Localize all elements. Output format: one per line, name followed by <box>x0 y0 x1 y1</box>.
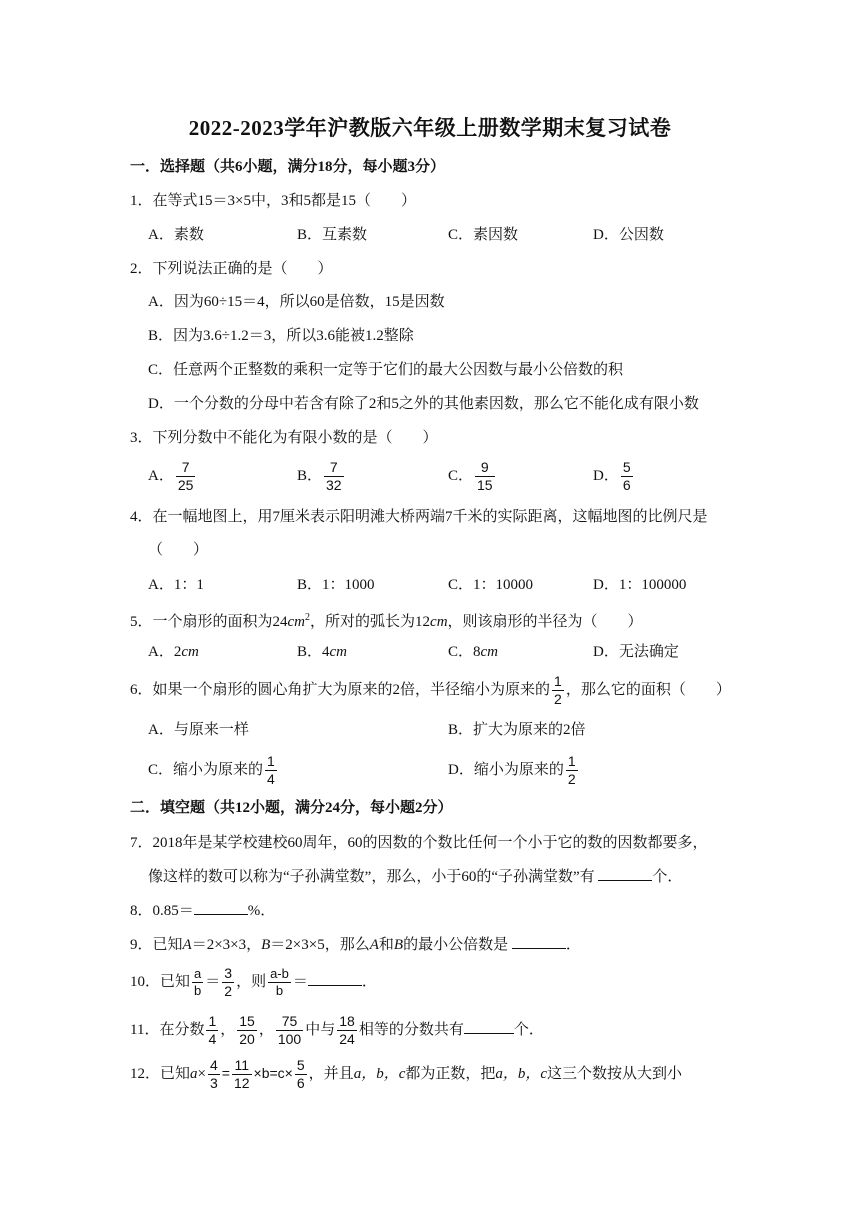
q5-option-d-label: D．无法确定 <box>593 644 679 660</box>
fraction-denominator: 15 <box>477 477 493 494</box>
fraction-numerator: 1 <box>267 753 275 770</box>
q2-option-a: A．因为60÷15＝4，所以60是倍数，15是因数 <box>148 294 445 310</box>
q12-variables: a，b，c <box>353 1066 406 1082</box>
question-4-stem: 4．在一幅地图上，用7厘米表示阳明滩大桥两端7千米的实际距离，这幅地图的比例尺是 <box>130 509 708 525</box>
answer-blank[interactable] <box>598 866 652 881</box>
q10-text: ，则 <box>236 974 267 990</box>
q5-option-c <box>448 642 498 662</box>
q9-text: 9．已知 <box>130 937 183 953</box>
fraction-numerator: 11 <box>234 1057 250 1074</box>
q9-text: ． <box>565 937 581 953</box>
fraction-numerator: a-b <box>270 966 289 982</box>
q10-text: ． <box>361 974 377 990</box>
fraction-denominator: 4 <box>208 1031 217 1048</box>
q6-option-d <box>448 752 580 788</box>
q6-option-a: A．与原来一样 <box>148 722 249 738</box>
q6-option-b: B．扩大为原来的2倍 <box>448 722 586 738</box>
q1-option-b: B．互素数 <box>297 227 368 243</box>
question-7-line-1: 7．2018年是某学校建校60周年，60的因数的个数比任何一个小于它的数的因数都要多， <box>130 835 708 851</box>
q5-option-c-label: C．8 <box>448 644 481 660</box>
fraction-denominator: 2 <box>224 983 233 1000</box>
q3-option-b <box>297 458 346 494</box>
q5-unit: cm <box>430 614 448 630</box>
fraction-denominator: 2 <box>554 691 562 708</box>
fraction <box>265 754 277 787</box>
q2-option-d: D．一个分数的分母中若含有除了2和5之外的其他素因数，那么它不能化成有限小数 <box>148 396 699 412</box>
question-1-stem: 1．在等式15＝3×5中，3和5都是15（ ） <box>130 193 416 209</box>
fraction <box>268 967 291 998</box>
q9-text: ＝2×3×5，那么 <box>270 937 370 953</box>
q3-option-d <box>593 458 635 494</box>
q5-option-a-unit: cm <box>181 644 199 660</box>
fraction-numerator: a <box>194 966 202 982</box>
q5-option-a <box>148 642 199 662</box>
fraction-denominator: 12 <box>233 1075 250 1092</box>
q12-variables: a，b，c <box>495 1066 548 1082</box>
question-5-stem <box>130 608 643 632</box>
fraction <box>276 1014 303 1047</box>
q11-separator: ， <box>220 1022 236 1038</box>
q9-variable: A <box>369 937 379 953</box>
fraction-denominator: 6 <box>296 1075 305 1092</box>
question-6-stem <box>130 672 731 708</box>
q12-expression: ×b=c× <box>253 1065 293 1081</box>
q5-text: ，所对的弧长为12 <box>310 614 431 630</box>
fraction <box>232 1058 252 1091</box>
q11-separator: ， <box>258 1022 274 1038</box>
question-2-stem: 2．下列说法正确的是（ ） <box>130 261 333 277</box>
fraction <box>222 966 234 999</box>
q4-option-c: C．1：10000 <box>448 577 534 593</box>
question-10 <box>130 962 377 1002</box>
fraction-denominator: 20 <box>239 1031 255 1048</box>
q11-text: 个． <box>513 1022 544 1038</box>
q5-option-d <box>593 642 679 662</box>
fraction <box>324 460 344 493</box>
q5-option-c-unit: cm <box>480 644 499 660</box>
q2-option-b: B．因为3.6÷1.2＝3，所以3.6能被1.2整除 <box>148 328 414 344</box>
q3-option-b-label: B． <box>297 468 323 484</box>
fraction-numerator: 1 <box>554 673 562 690</box>
q5-superscript: 2 <box>305 612 311 623</box>
q5-option-b-unit: cm <box>329 644 348 660</box>
q9-variable: B <box>393 937 404 953</box>
q12-text: ，并且 <box>308 1066 354 1082</box>
q9-text: 的最小公倍数是 <box>403 937 512 953</box>
answer-blank[interactable] <box>194 900 248 915</box>
fraction <box>552 674 564 707</box>
q8-text: %． <box>247 903 276 919</box>
q9-variable: B <box>261 937 271 953</box>
q11-text: 中与 <box>305 1022 336 1038</box>
fraction <box>192 967 203 998</box>
fraction-denominator: 24 <box>339 1031 355 1048</box>
q6-text: ，那么它的面积（ ） <box>565 682 731 698</box>
section-heading-choice: 一．选择题（共6小题，满分18分，每小题3分） <box>130 159 446 175</box>
fraction-denominator: 25 <box>177 477 194 494</box>
question-7-line-2 <box>148 866 682 887</box>
q12-operator: = <box>221 1065 230 1081</box>
q3-option-a <box>148 458 197 494</box>
q12-variable: a <box>190 1066 198 1082</box>
q9-text: ＝2×3×3， <box>191 937 262 953</box>
q5-text: ，则该扇形的半径为（ ） <box>447 614 643 630</box>
q12-text: 都为正数，把 <box>405 1066 496 1082</box>
fraction <box>237 1014 257 1047</box>
q6-option-c-label: C．缩小为原来的 <box>148 762 264 778</box>
question-9 <box>130 934 581 955</box>
q5-option-b-label: B．4 <box>297 644 330 660</box>
answer-blank[interactable] <box>512 934 566 949</box>
fraction-numerator: 1 <box>208 1013 217 1030</box>
fraction-denominator: 100 <box>277 1031 302 1048</box>
q2-option-c: C．任意两个正整数的乘积一定等于它们的最大公因数与最小公倍数的积 <box>148 362 624 378</box>
q11-text: 相等的分数共有 <box>358 1022 464 1038</box>
fraction <box>208 1058 220 1091</box>
q9-variable: A <box>182 937 192 953</box>
fraction-denominator: b <box>194 983 202 999</box>
fraction-numerator: 75 <box>281 1013 298 1030</box>
q11-text: 11．在分数 <box>130 1022 205 1038</box>
q3-option-a-label: A． <box>148 468 174 484</box>
q6-option-c <box>148 752 279 788</box>
q5-option-b <box>297 642 347 662</box>
q10-equals: ＝ <box>292 974 308 990</box>
fraction-denominator: b <box>275 983 284 999</box>
q1-option-a: A．素数 <box>148 227 204 243</box>
q5-option-a-label: A．2 <box>148 644 182 660</box>
fraction-denominator: 6 <box>622 477 631 494</box>
fraction-numerator: 7 <box>329 459 338 476</box>
fraction-denominator: 32 <box>326 477 342 494</box>
fraction-numerator: 3 <box>224 965 233 982</box>
question-11 <box>130 1010 544 1050</box>
answer-blank[interactable] <box>464 1019 514 1034</box>
question-4-stem-continued: （ ） <box>148 542 209 558</box>
fraction-denominator: 2 <box>567 771 576 788</box>
fraction <box>176 460 196 493</box>
q10-text: 10．已知 <box>130 974 191 990</box>
q3-option-c-label: C． <box>448 468 474 484</box>
fraction <box>621 460 633 493</box>
q6-text: 6．如果一个扇形的圆心角扩大为原来的2倍，半径缩小为原来的 <box>130 682 551 698</box>
fraction <box>295 1058 307 1091</box>
question-12 <box>130 1053 682 1094</box>
fraction-numerator: 18 <box>339 1013 355 1030</box>
q7-text: 个． <box>652 869 683 885</box>
q9-text: 和 <box>378 937 394 953</box>
q4-option-b: B．1：1000 <box>297 577 375 593</box>
fraction-numerator: 5 <box>296 1057 305 1074</box>
fraction-denominator: 3 <box>209 1075 218 1092</box>
fraction <box>566 754 578 787</box>
q3-option-d-label: D． <box>593 468 619 484</box>
q4-option-a: A．1：1 <box>148 577 204 593</box>
q4-option-d: D．1：100000 <box>593 577 687 593</box>
fraction <box>206 1014 218 1047</box>
q5-unit: cm <box>287 614 306 630</box>
q6-option-d-label: D．缩小为原来的 <box>448 762 564 778</box>
fraction-numerator: 1 <box>567 753 576 770</box>
page-title: 2022-2023学年沪教版六年级上册数学期末复习试卷 <box>188 116 672 140</box>
q5-text: 5．一个扇形的面积为24 <box>130 614 288 630</box>
q12-text: 这三个数按从大到小 <box>547 1066 683 1082</box>
q8-text: 8．0.85＝ <box>130 903 194 919</box>
q1-option-d: D．公因数 <box>593 227 664 243</box>
fraction <box>337 1014 357 1047</box>
q1-option-c: C．素因数 <box>448 227 519 243</box>
fraction-numerator: 15 <box>239 1013 255 1030</box>
fraction-numerator: 7 <box>181 459 190 476</box>
question-3-stem: 3．下列分数中不能化为有限小数的是（ ） <box>130 430 438 446</box>
fraction-denominator: 4 <box>267 771 275 788</box>
q3-option-c <box>448 458 497 494</box>
fraction-numerator: 4 <box>209 1057 218 1074</box>
section-heading-fill-blank: 二．填空题（共12小题，满分24分，每小题2分） <box>130 800 453 816</box>
q7-text: 像这样的数可以称为“子孙满堂数”，那么，小于60的“子孙满堂数”有 <box>148 869 599 885</box>
fraction-numerator: 5 <box>622 459 631 476</box>
q12-text: 12．已知 <box>130 1066 191 1082</box>
fraction-numerator: 9 <box>480 459 489 476</box>
fraction <box>475 460 495 493</box>
answer-blank[interactable] <box>308 971 362 986</box>
question-8 <box>130 900 275 921</box>
q10-equals: ＝ <box>205 974 221 990</box>
q12-operator: × <box>197 1066 206 1082</box>
